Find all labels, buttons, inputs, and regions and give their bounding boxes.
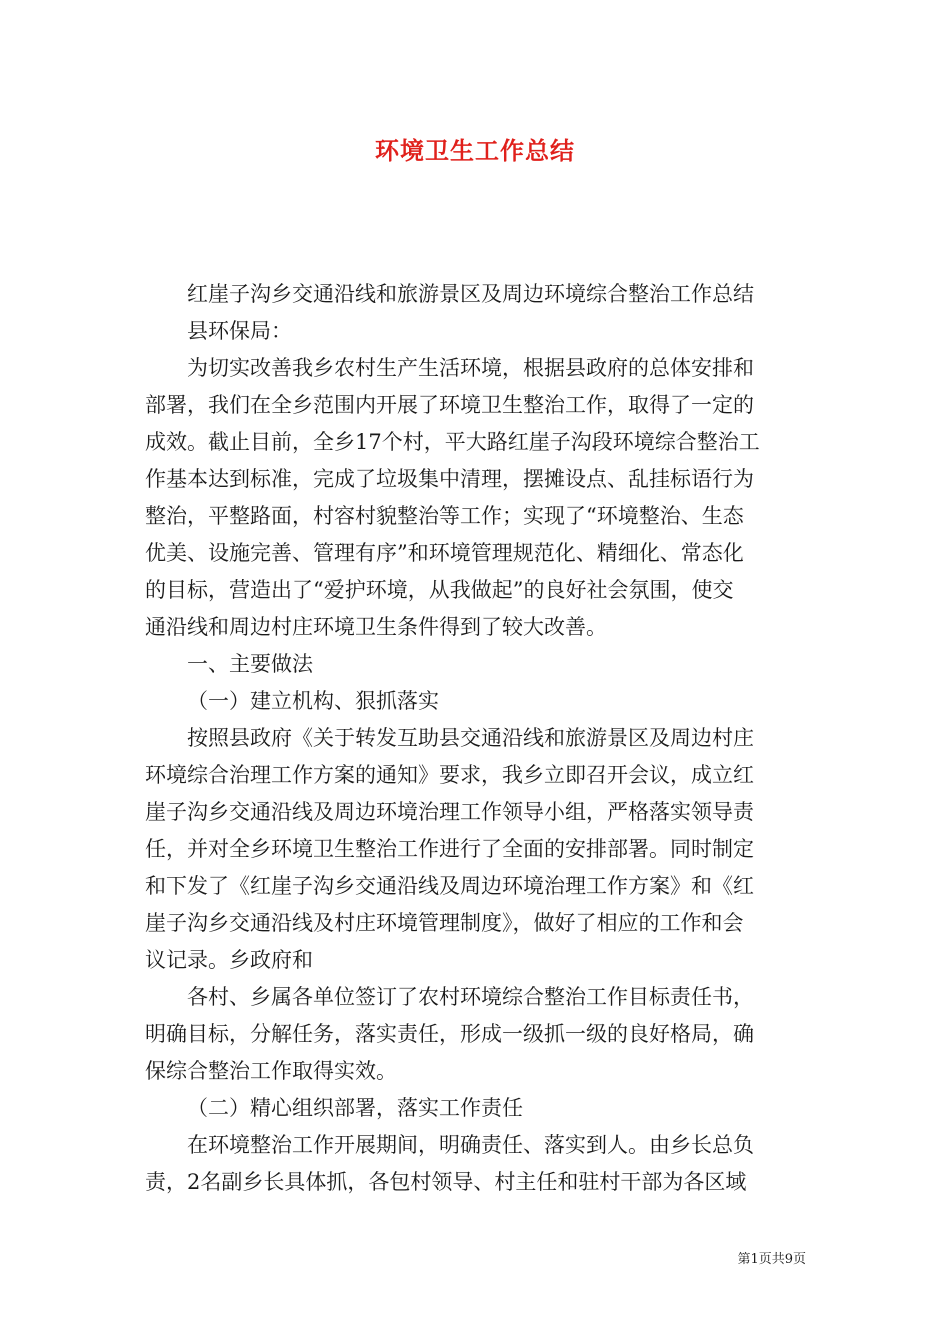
paragraph-line: 作基本达到标准，完成了垃圾集中清理，摆摊设点、乱挂标语行为 <box>145 467 754 491</box>
paragraph-line: 通沿线和周边村庄环境卫生条件得到了较大改善。 <box>145 615 607 639</box>
document-title: 环境卫生工作总结 <box>375 136 575 165</box>
paragraph-line: 按照县政府《关于转发互助县交通沿线和旅游景区及周边村庄 <box>187 726 754 750</box>
paragraph <box>145 720 807 979</box>
paragraph-line: 整治，平整路面，村容村貌整治等工作；实现了“环境整治、生态 <box>145 504 744 528</box>
paragraph-line: 环境综合治理工作方案的通知》要求，我乡立即召开会议，成立红 <box>145 763 754 787</box>
paragraph <box>145 683 807 720</box>
paragraph-line: 责，2名副乡长具体抓，各包村领导、村主任和驻村干部为各区域 <box>145 1170 747 1194</box>
paragraph <box>145 1127 807 1201</box>
paragraph <box>145 1090 807 1127</box>
addressee: 县环保局： <box>187 319 292 343</box>
paragraph-line: （一）建立机构、狠抓落实 <box>187 689 439 713</box>
paragraph-line: 为切实改善我乡农村生产生活环境，根据县政府的总体安排和 <box>187 356 754 380</box>
paragraph-list <box>145 350 807 1201</box>
paragraph-line: 任，并对全乡环境卫生整治工作进行了全面的安排部署。同时制定 <box>145 837 754 861</box>
paragraph-line: 和下发了《红崖子沟乡交通沿线及周边环境治理工作方案》和《红 <box>145 874 754 898</box>
paragraph-line: 明确目标，分解任务，落实责任，形成一级抓一级的良好格局，确 <box>145 1022 754 1046</box>
paragraph-line: 保综合整治工作取得实效。 <box>145 1059 397 1083</box>
paragraph-line: 的目标，营造出了“爱护环境，从我做起”的良好社会氛围，使交 <box>145 578 734 602</box>
paragraph <box>145 979 807 1090</box>
paragraph-line: 崖子沟乡交通沿线及周边环境治理工作领导小组，严格落实领导责 <box>145 800 754 824</box>
page-number: 第1页共9页 <box>737 1252 806 1267</box>
paragraph-line: 议记录。乡政府和 <box>145 948 313 972</box>
paragraph <box>145 350 807 646</box>
paragraph-line: 一、主要做法 <box>187 652 313 676</box>
paragraph-line: 各村、乡属各单位签订了农村环境综合整治工作目标责任书， <box>187 985 754 1009</box>
paragraph-line: 成效。截止目前，全乡17个村，平大路红崖子沟段环境综合整治工 <box>145 430 760 454</box>
document-body <box>145 276 807 1201</box>
paragraph-line: 崖子沟乡交通沿线及村庄环境管理制度》，做好了相应的工作和会 <box>145 911 744 935</box>
paragraph-line: 在环境整治工作开展期间，明确责任、落实到人。由乡长总负 <box>187 1133 754 1157</box>
paragraph-line: 部署，我们在全乡范围内开展了环境卫生整治工作，取得了一定的 <box>145 393 754 417</box>
paragraph-line: 优美、设施完善、管理有序”和环境管理规范化、精细化、常态化 <box>145 541 744 565</box>
document-subtitle: 红崖子沟乡交通沿线和旅游景区及周边环境综合整治工作总结 <box>187 282 754 306</box>
paragraph-line: （二）精心组织部署，落实工作责任 <box>187 1096 523 1120</box>
paragraph <box>145 646 807 683</box>
